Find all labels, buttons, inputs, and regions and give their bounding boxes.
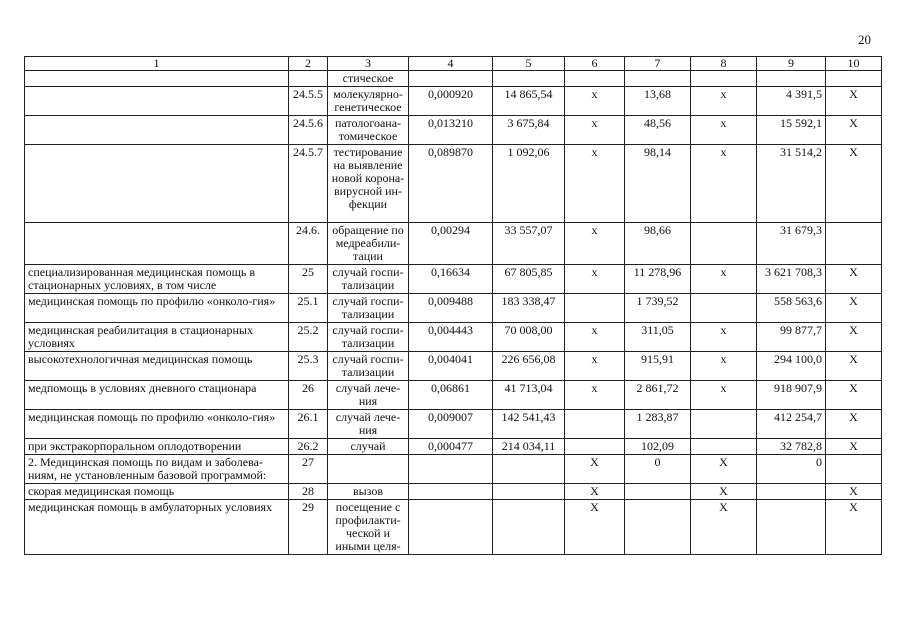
table-cell: [409, 71, 493, 87]
column-header: 9: [757, 57, 826, 71]
table-cell: 918 907,9: [757, 381, 826, 410]
table-cell: Х: [565, 455, 625, 484]
table-row: [25, 410, 882, 439]
table-row: [25, 265, 882, 294]
table-cell: [757, 71, 826, 87]
table-cell: медицинская помощь в амбулаторных условиях: [25, 500, 289, 555]
table-row: [25, 223, 882, 265]
table-cell: случай лече-ния: [328, 381, 409, 410]
table-cell: х: [565, 87, 625, 116]
table-cell: 0,013210: [409, 116, 493, 145]
table-cell: [25, 145, 289, 223]
table-cell: 558 563,6: [757, 294, 826, 323]
header-row: [25, 57, 882, 71]
table-cell: 0,009007: [409, 410, 493, 439]
table-cell: [826, 455, 882, 484]
table-cell: 1 739,52: [625, 294, 691, 323]
table-cell: 0: [625, 455, 691, 484]
table-cell: Х: [826, 323, 882, 352]
table-cell: 27: [289, 455, 328, 484]
table-cell: 0,004041: [409, 352, 493, 381]
table-cell: 26.1: [289, 410, 328, 439]
table-cell: 0: [757, 455, 826, 484]
table-cell: 26.2: [289, 439, 328, 455]
table-cell: медицинская помощь по профилю «онколо-гия»: [25, 410, 289, 439]
column-header: 6: [565, 57, 625, 71]
table-cell: Х: [691, 484, 757, 500]
table-cell: 25: [289, 265, 328, 294]
table-cell: 294 100,0: [757, 352, 826, 381]
table-cell: 214 034,11: [493, 439, 565, 455]
table-cell: х: [565, 223, 625, 265]
table-cell: 0,00294: [409, 223, 493, 265]
table-cell: 31 679,3: [757, 223, 826, 265]
table-cell: случай госпи-тализации: [328, 265, 409, 294]
table-cell: х: [691, 352, 757, 381]
table-cell: [691, 71, 757, 87]
table-cell: Х: [826, 410, 882, 439]
table-cell: 0,089870: [409, 145, 493, 223]
data-table: [24, 56, 882, 555]
table-cell: медицинская реабилитация в стационарных условиях: [25, 323, 289, 352]
table-row: [25, 439, 882, 455]
table-cell: 11 278,96: [625, 265, 691, 294]
table-cell: случай: [328, 439, 409, 455]
table-cell: [691, 223, 757, 265]
table-cell: 915,91: [625, 352, 691, 381]
table-row: [25, 116, 882, 145]
table-cell: 32 782,8: [757, 439, 826, 455]
table-cell: х: [565, 145, 625, 223]
column-header: 3: [328, 57, 409, 71]
table-cell: [25, 71, 289, 87]
table-cell: случай лече-ния: [328, 410, 409, 439]
table-row: [25, 455, 882, 484]
table-cell: [691, 410, 757, 439]
table-cell: [493, 71, 565, 87]
table-cell: Х: [826, 484, 882, 500]
table-cell: [25, 87, 289, 116]
table-cell: [565, 410, 625, 439]
table-cell: х: [565, 265, 625, 294]
table-cell: обращение по медреабили-тации: [328, 223, 409, 265]
table-cell: 2 861,72: [625, 381, 691, 410]
table-cell: молекулярно-генетическое: [328, 87, 409, 116]
table-cell: 13,68: [625, 87, 691, 116]
table-cell: х: [565, 116, 625, 145]
table-cell: [25, 223, 289, 265]
table-cell: 1 092,06: [493, 145, 565, 223]
table-cell: 0,000477: [409, 439, 493, 455]
column-header: 8: [691, 57, 757, 71]
table-cell: 48,56: [625, 116, 691, 145]
table-row: [25, 484, 882, 500]
table-cell: 24.5.7: [289, 145, 328, 223]
table-cell: 41 713,04: [493, 381, 565, 410]
table-cell: [409, 484, 493, 500]
table-cell: скорая медицинская помощь: [25, 484, 289, 500]
table-cell: при экстракорпоральном оплодотворении: [25, 439, 289, 455]
table-cell: 25.3: [289, 352, 328, 381]
table-cell: 14 865,54: [493, 87, 565, 116]
column-header: 7: [625, 57, 691, 71]
page-number: 20: [858, 32, 871, 47]
table-cell: [826, 71, 882, 87]
table-cell: [409, 455, 493, 484]
table-cell: 3 675,84: [493, 116, 565, 145]
table-cell: 98,14: [625, 145, 691, 223]
table-cell: Х: [565, 500, 625, 555]
table-row: [25, 500, 882, 555]
table-cell: высокотехнологичная медицинская помощь: [25, 352, 289, 381]
table-cell: 226 656,08: [493, 352, 565, 381]
table-cell: тестирование на выявление новой корона-вирусной ин-фекции: [328, 145, 409, 223]
table-cell: х: [691, 323, 757, 352]
table-cell: 24.6.: [289, 223, 328, 265]
table-cell: 142 541,43: [493, 410, 565, 439]
table-cell: [409, 500, 493, 555]
table-cell: [691, 439, 757, 455]
column-header: 10: [826, 57, 882, 71]
table-cell: 0,000920: [409, 87, 493, 116]
table-cell: 1 283,87: [625, 410, 691, 439]
table-cell: Х: [691, 455, 757, 484]
table-cell: вызов: [328, 484, 409, 500]
table-cell: 0,009488: [409, 294, 493, 323]
table-cell: посещение с профилакти-ческой и иными целя-: [328, 500, 409, 555]
column-header: 1: [25, 57, 289, 71]
table-cell: х: [565, 323, 625, 352]
table-cell: [328, 455, 409, 484]
table-cell: 311,05: [625, 323, 691, 352]
table-cell: 2. Медицинская помощь по видам и заболева-ниям, не установленным базовой программой:: [25, 455, 289, 484]
table-cell: 4 391,5: [757, 87, 826, 116]
table-cell: 24.5.5: [289, 87, 328, 116]
table-cell: 26: [289, 381, 328, 410]
table-cell: 3 621 708,3: [757, 265, 826, 294]
table-cell: [289, 71, 328, 87]
table-cell: случай госпи-тализации: [328, 323, 409, 352]
table-cell: [565, 71, 625, 87]
table-cell: медицинская помощь по профилю «онколо-гия»: [25, 294, 289, 323]
table-cell: [25, 116, 289, 145]
table-cell: [565, 439, 625, 455]
table-cell: 99 877,7: [757, 323, 826, 352]
table-cell: Х: [826, 352, 882, 381]
table-row: [25, 71, 882, 87]
table-cell: Х: [691, 500, 757, 555]
table-cell: 0,06861: [409, 381, 493, 410]
table-cell: 412 254,7: [757, 410, 826, 439]
column-header: 4: [409, 57, 493, 71]
table-cell: 102,09: [625, 439, 691, 455]
table-cell: х: [691, 87, 757, 116]
column-header: 5: [493, 57, 565, 71]
table-cell: Х: [826, 294, 882, 323]
table-cell: 33 557,07: [493, 223, 565, 265]
table-cell: 24.5.6: [289, 116, 328, 145]
table-cell: патологоана-томическое: [328, 116, 409, 145]
table-cell: [757, 500, 826, 555]
table-cell: 0,004443: [409, 323, 493, 352]
table-cell: [625, 71, 691, 87]
table-cell: [565, 294, 625, 323]
table-cell: Х: [826, 87, 882, 116]
table-cell: 98,66: [625, 223, 691, 265]
table-cell: х: [691, 116, 757, 145]
column-header: 2: [289, 57, 328, 71]
table-cell: х: [691, 145, 757, 223]
table-cell: х: [691, 265, 757, 294]
table-cell: 25.2: [289, 323, 328, 352]
table-cell: Х: [565, 484, 625, 500]
table-cell: [691, 294, 757, 323]
table-cell: 31 514,2: [757, 145, 826, 223]
table-cell: [493, 500, 565, 555]
table-cell: 15 592,1: [757, 116, 826, 145]
table-row: [25, 145, 882, 223]
table-cell: случай госпи-тализации: [328, 294, 409, 323]
table-cell: х: [565, 352, 625, 381]
table-cell: [493, 455, 565, 484]
table-cell: 70 008,00: [493, 323, 565, 352]
table-cell: [493, 484, 565, 500]
table-cell: 183 338,47: [493, 294, 565, 323]
table-cell: Х: [826, 439, 882, 455]
table-cell: х: [691, 381, 757, 410]
table-cell: 25.1: [289, 294, 328, 323]
table-cell: 29: [289, 500, 328, 555]
table-row: [25, 294, 882, 323]
table-row: [25, 323, 882, 352]
table-cell: х: [565, 381, 625, 410]
table-cell: Х: [826, 500, 882, 555]
table-cell: Х: [826, 381, 882, 410]
table-cell: Х: [826, 116, 882, 145]
table-row: [25, 352, 882, 381]
table-cell: 0,16634: [409, 265, 493, 294]
table-cell: Х: [826, 265, 882, 294]
table-cell: медпомощь в условиях дневного стационара: [25, 381, 289, 410]
table-row: [25, 381, 882, 410]
table-cell: [826, 223, 882, 265]
table-cell: Х: [826, 145, 882, 223]
table-row: [25, 87, 882, 116]
table-cell: случай госпи-тализации: [328, 352, 409, 381]
table-cell: [625, 484, 691, 500]
table-cell: 67 805,85: [493, 265, 565, 294]
table-cell: специализированная медицинская помощь в стационарных условиях, в том числе: [25, 265, 289, 294]
table-cell: [757, 484, 826, 500]
table-cell: [625, 500, 691, 555]
table-cell: 28: [289, 484, 328, 500]
table-cell: стическое: [328, 71, 409, 87]
